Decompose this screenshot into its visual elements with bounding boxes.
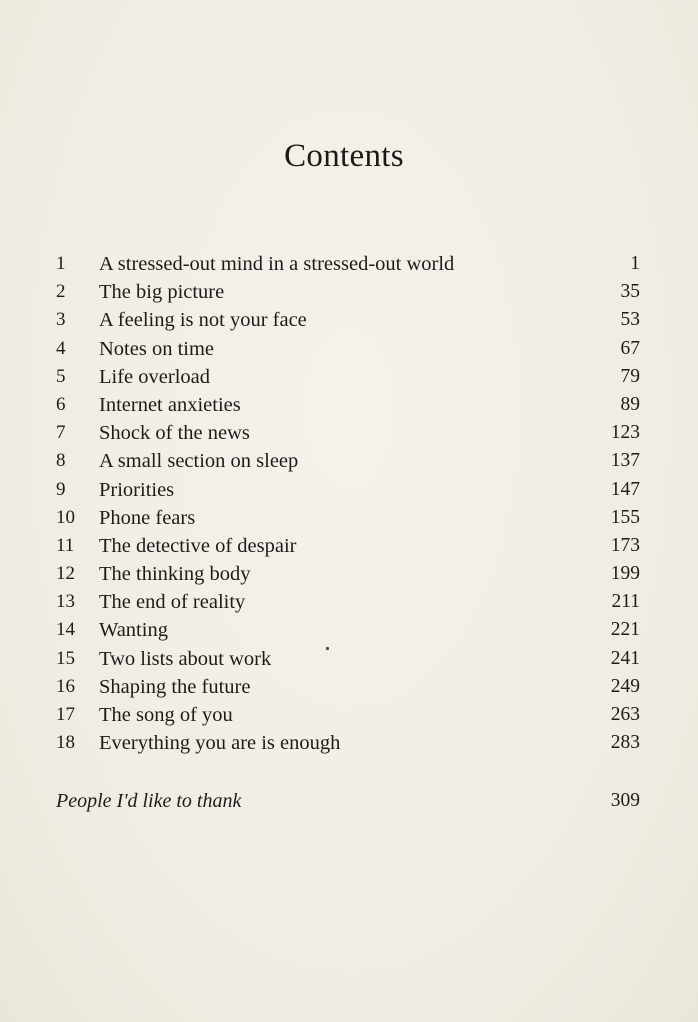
chapter-title: Internet anxieties bbox=[99, 393, 241, 416]
chapter-page-number: 283 bbox=[610, 732, 640, 754]
chapter-number: 12 bbox=[56, 563, 75, 585]
chapter-title: Wanting bbox=[99, 619, 168, 642]
chapter-number: 3 bbox=[56, 309, 66, 331]
chapter-number: 5 bbox=[56, 365, 66, 387]
chapter-title: A feeling is not your face bbox=[99, 309, 307, 332]
chapter-title: Everything you are is enough bbox=[99, 732, 341, 755]
chapter-page-number: 67 bbox=[620, 337, 640, 359]
toc-entry bbox=[56, 673, 640, 701]
chapter-number: 13 bbox=[56, 591, 75, 613]
chapter-title: The song of you bbox=[99, 704, 233, 726]
chapter-number: 2 bbox=[56, 281, 66, 303]
chapter-number: 6 bbox=[56, 393, 66, 415]
toc-entry bbox=[56, 250, 640, 278]
chapter-number: 15 bbox=[56, 647, 75, 669]
chapter-title: Shaping the future bbox=[99, 675, 251, 698]
chapter-title: A stressed-out mind in a stressed-out world bbox=[99, 253, 455, 275]
chapter-number: 9 bbox=[56, 478, 66, 500]
chapter-number: 17 bbox=[56, 704, 75, 725]
chapter-page-number: 89 bbox=[620, 393, 640, 415]
chapter-title: Two lists about work bbox=[99, 647, 272, 670]
chapter-number: 7 bbox=[56, 422, 66, 444]
chapter-title: Phone fears bbox=[99, 506, 196, 529]
toc-entry bbox=[56, 504, 640, 532]
chapter-number: 10 bbox=[56, 506, 75, 528]
chapter-page-number: 211 bbox=[611, 591, 640, 613]
print-speck bbox=[326, 647, 329, 650]
chapter-page-number: 1 bbox=[630, 253, 640, 274]
chapter-number: 16 bbox=[56, 675, 75, 697]
chapter-number: 18 bbox=[56, 732, 75, 754]
toc-entry bbox=[56, 588, 640, 616]
chapter-number: 4 bbox=[56, 337, 66, 359]
toc-entry bbox=[56, 729, 640, 757]
chapter-number: 11 bbox=[56, 534, 75, 556]
toc-entry bbox=[56, 278, 640, 306]
table-of-contents bbox=[56, 250, 640, 757]
chapter-page-number: 199 bbox=[610, 563, 640, 585]
chapter-title: Shock of the news bbox=[99, 422, 250, 445]
toc-entry bbox=[56, 447, 640, 475]
chapter-number: 14 bbox=[56, 619, 75, 641]
chapter-page-number: 123 bbox=[610, 422, 640, 444]
chapter-title: A small section on sleep bbox=[99, 450, 299, 473]
chapter-page-number: 249 bbox=[610, 675, 640, 697]
chapter-title: The end of reality bbox=[99, 591, 246, 614]
chapter-title: The big picture bbox=[99, 281, 225, 304]
toc-entry bbox=[56, 306, 640, 334]
toc-entry bbox=[56, 645, 640, 673]
chapter-page-number: 173 bbox=[610, 534, 640, 556]
chapter-page-number: 221 bbox=[610, 619, 640, 641]
toc-entry bbox=[56, 616, 640, 644]
chapter-title: Life overload bbox=[99, 365, 210, 388]
chapter-title: Priorities bbox=[99, 478, 175, 501]
chapter-page-number: 241 bbox=[610, 647, 640, 669]
chapter-page-number: 147 bbox=[610, 478, 640, 500]
chapter-number: 8 bbox=[56, 450, 66, 472]
chapter-page-number: 263 bbox=[610, 704, 640, 725]
acknowledgements-entry bbox=[56, 786, 640, 816]
chapter-title: The thinking body bbox=[99, 563, 251, 586]
toc-entry bbox=[56, 391, 640, 419]
chapter-page-number: 79 bbox=[620, 365, 640, 387]
chapter-title: Notes on time bbox=[99, 337, 215, 360]
toc-entry bbox=[56, 335, 640, 363]
toc-entry bbox=[56, 476, 640, 504]
chapter-title: The detective of despair bbox=[99, 534, 297, 557]
toc-entry bbox=[56, 363, 640, 391]
acknowledgements-page-number: 309 bbox=[610, 790, 640, 811]
page-title: Contents bbox=[284, 138, 404, 174]
toc-entry bbox=[56, 532, 640, 560]
toc-entry bbox=[56, 419, 640, 447]
chapter-page-number: 155 bbox=[610, 506, 640, 528]
toc-entry bbox=[56, 560, 640, 588]
toc-entry bbox=[56, 701, 640, 729]
acknowledgements-label: People I'd like to thank bbox=[56, 790, 242, 812]
chapter-page-number: 35 bbox=[620, 281, 640, 303]
chapter-page-number: 137 bbox=[610, 450, 640, 472]
chapter-number: 1 bbox=[56, 253, 66, 274]
chapter-page-number: 53 bbox=[620, 309, 640, 331]
